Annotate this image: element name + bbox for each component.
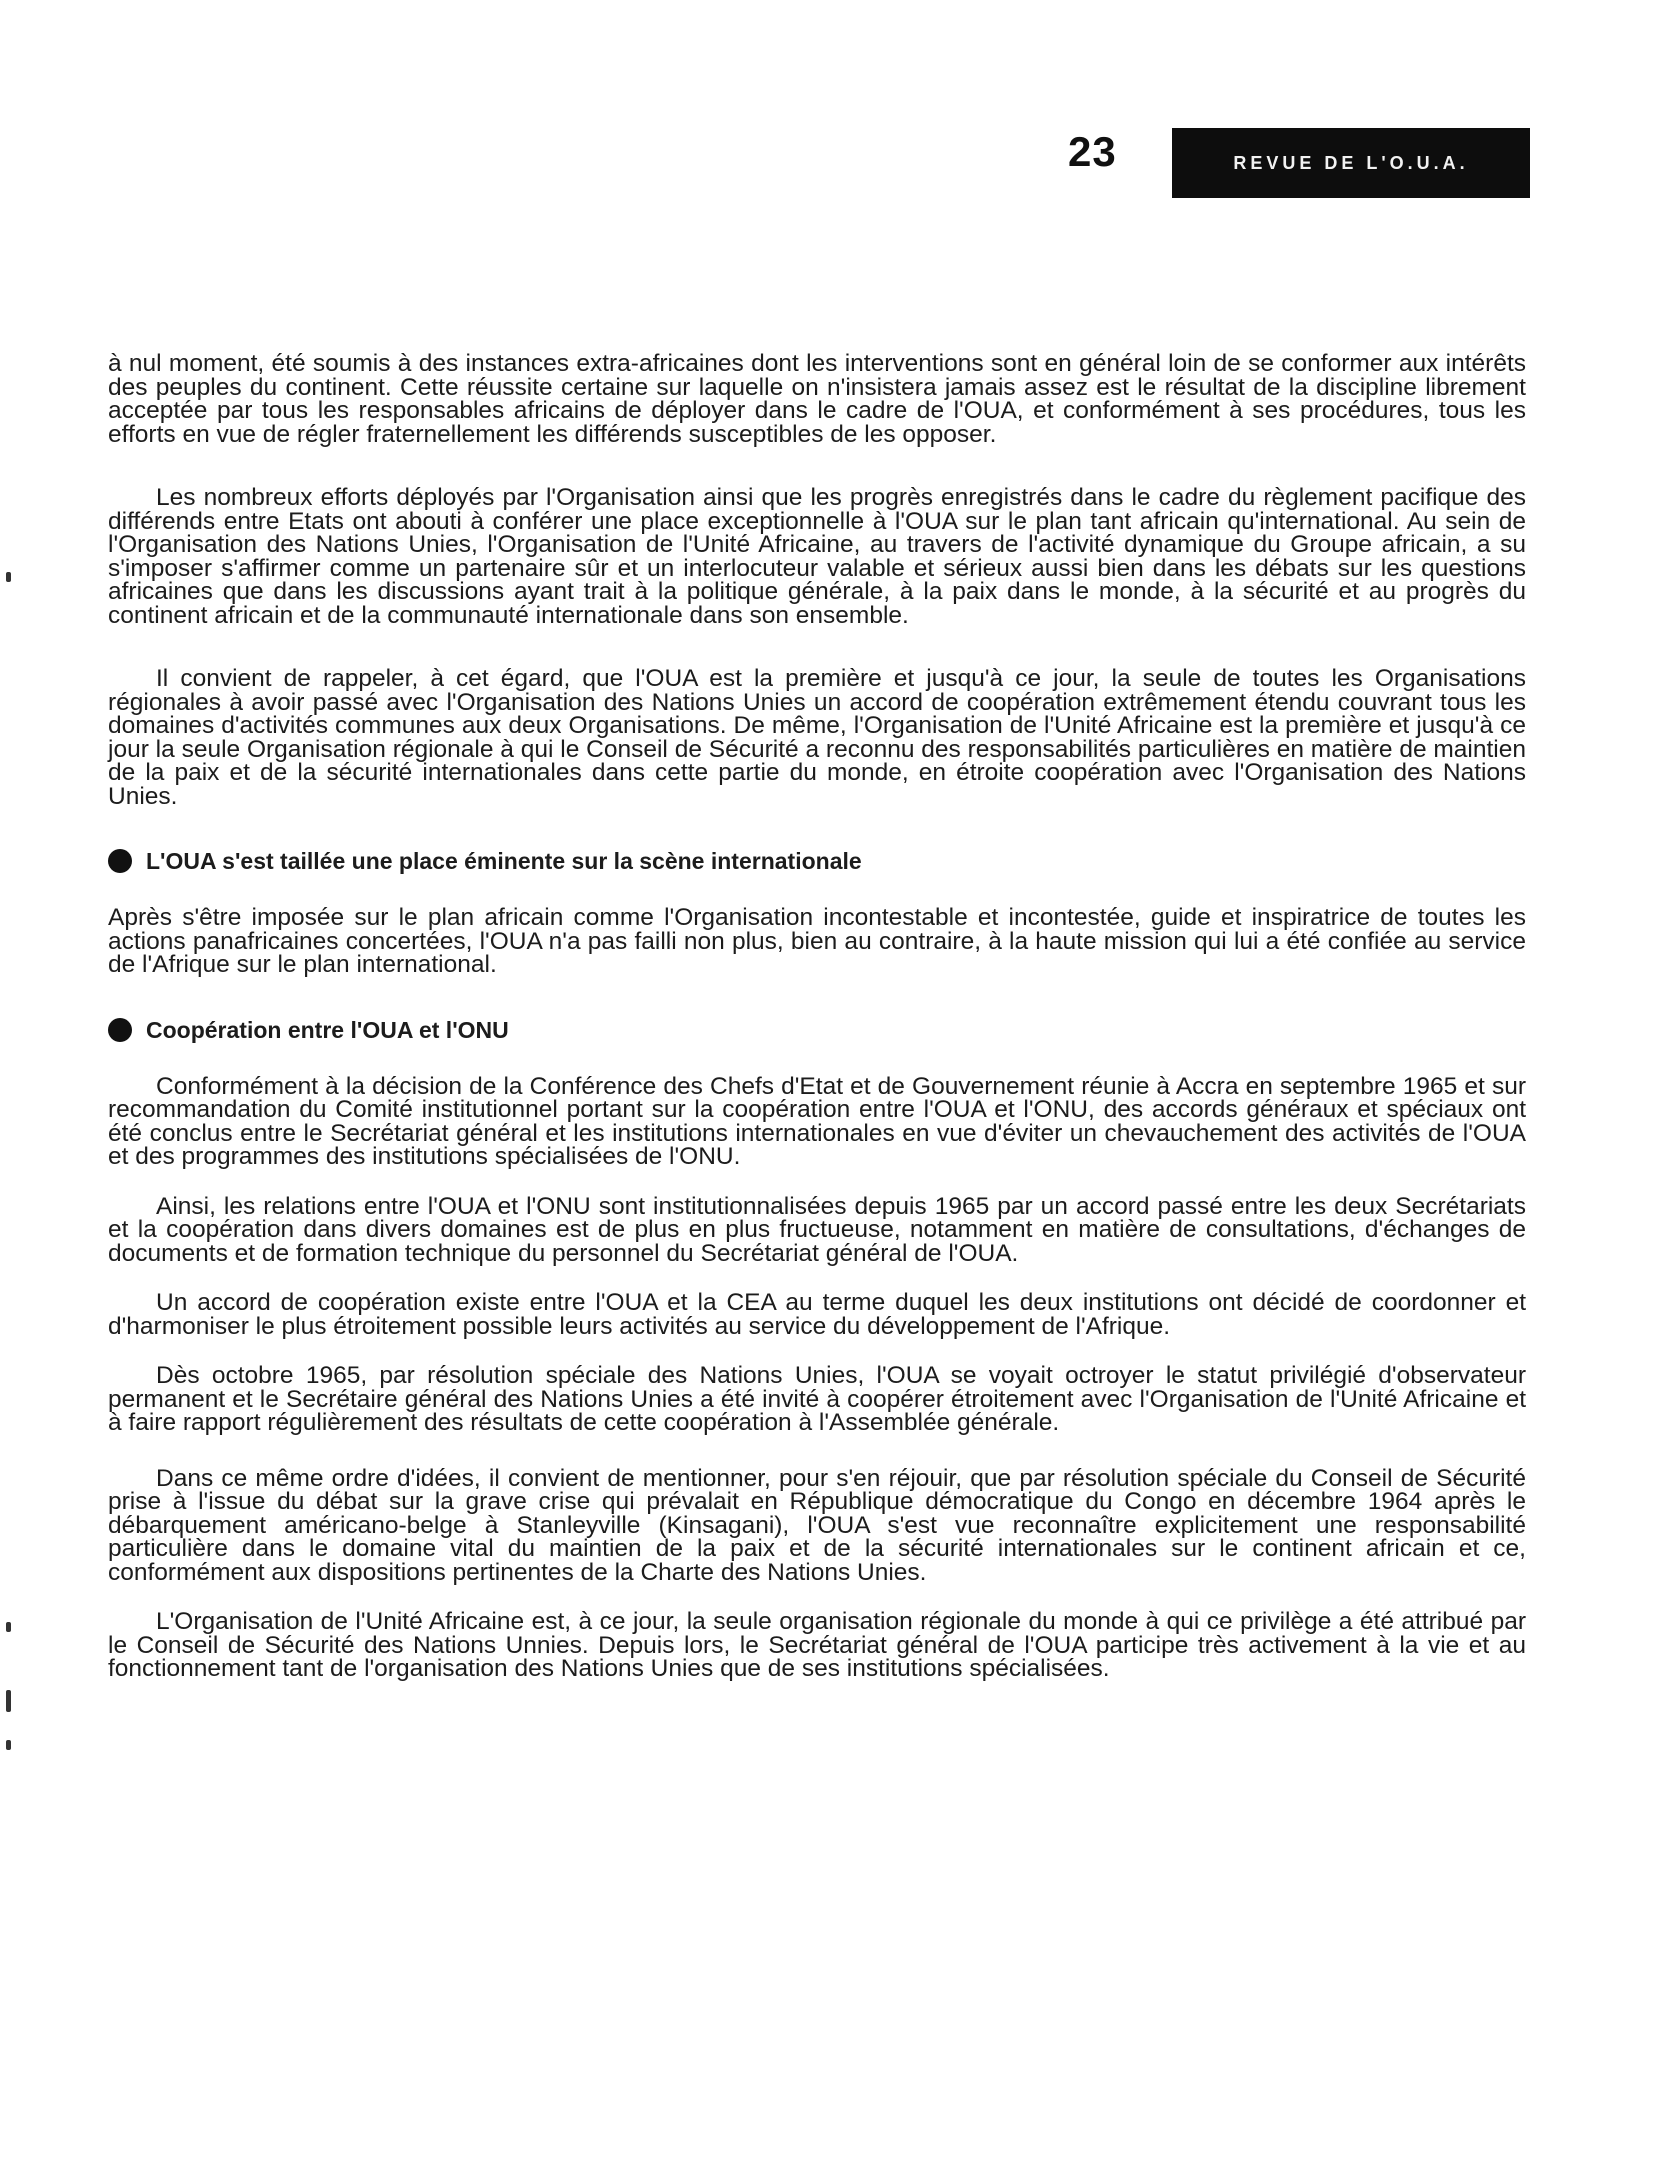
paragraph: Conformément à la décision de la Conférence des Chefs d'Etat et de Gouvernement réunie à Accra en septembre 1965 et sur recommandation du Comité institutionnel portant sur la coopération entre l'OUA et l'ONU, des accords généraux et spéciaux ont été conclus entre le Secrétariat général et les institutions internationales en vue d'éviter un chevauchement des activités de l'OUA et des programmes des institutions spécialisées de l'ONU. bbox=[108, 1072, 1526, 1170]
bullet-icon bbox=[108, 849, 132, 873]
paragraph: L'Organisation de l'Unité Africaine est, à ce jour, la seule organisation régionale du monde à qui ce privilège a été attribué par le Conseil de Sécurité des Nations Unnies. Depuis lors, le Secrétariat général de l'OUA participe très activement à la vie et au fonctionnement tant de l'organisation des Nations Unies que de ses institutions spécialisées. bbox=[108, 1608, 1526, 1682]
publication-header-band bbox=[1172, 128, 1530, 198]
article-body bbox=[108, 352, 1526, 1681]
paragraph: Dès octobre 1965, par résolution spéciale des Nations Unies, l'OUA se voyait octroyer le statut privilégié d'observateur permanent et le Secrétaire général des Nations Unies a été invité à coopérer étroitement avec l'Organisation de l'Unité Africaine et à faire rapport régulièrement des résultats de cette coopération à l'Assemblée générale. bbox=[108, 1362, 1526, 1436]
paragraph: Il convient de rappeler, à cet égard, que l'OUA est la première et jusqu'à ce jour, la seule de toutes les Organisations régionales à avoir passé avec l'Organisation des Nations Unies un accord de coopération extrêmement étendu couvrant tous les domaines d'activités communes aux deux Organisations. De même, l'Organisation de l'Unité Africaine est la première et jusqu'à ce jour la seule Organisation régionale à qui le Conseil de Sécurité a reconnu des responsabilités particulières en matière de maintien de la paix et de la sécurité internationales dans cette partie du monde, en étroite coopération avec l'Organisation des Nations Unies. bbox=[108, 665, 1526, 810]
section-heading bbox=[108, 848, 1526, 874]
section-heading-text: Coopération entre l'OUA et l'ONU bbox=[146, 1016, 509, 1043]
scan-mark bbox=[6, 572, 11, 582]
page-number: 23 bbox=[1068, 128, 1117, 175]
paragraph: Après s'être imposée sur le plan africain comme l'Organisation incontestable et incontestée, guide et inspiratrice de toutes les actions panafricaines concertées, l'OUA n'a pas failli non plus, bien au contraire, à la haute mission qui lui a été confiée au service de l'Afrique sur le plan international. bbox=[108, 904, 1526, 978]
scan-mark bbox=[6, 1690, 11, 1712]
paragraph: Un accord de coopération existe entre l'OUA et la CEA au terme duquel les deux institutions ont décidé de coordonner et d'harmoniser le plus étroitement possible leurs activités au service du développement de l'Afrique. bbox=[108, 1289, 1526, 1340]
section-heading-text: L'OUA s'est taillée une place éminente sur la scène internationale bbox=[146, 848, 862, 874]
paragraph: Dans ce même ordre d'idées, il convient de mentionner, pour s'en réjouir, que par résolution spéciale du Conseil de Sécurité prise à l'issue du débat sur la grave crise qui prévalait en République démocratique du Congo en décembre 1964 après le débarquement américano-belge à Stanleyville (Kinsagani), l'OUA s'est vue reconnaître explicitement une responsabilité particulière dans le domaine vital du maintien de la paix et de la sécurité internationales sur le continent africain et ce, conformément aux dispositions pertinentes de la Charte des Nations Unies. bbox=[108, 1464, 1526, 1586]
section-heading bbox=[108, 1017, 1526, 1043]
paragraph: Ainsi, les relations entre l'OUA et l'ONU sont institutionnalisées depuis 1965 par un accord passé entre les deux Secrétariats et la coopération dans divers domaines est de plus en plus fructueuse, notamment en matière de consultations, d'échanges de documents et de formation technique du personnel du Secrétariat général de l'OUA. bbox=[108, 1192, 1526, 1267]
paragraph: à nul moment, été soumis à des instances extra-africaines dont les interventions sont en général loin de se conformer aux intérêts des peuples du continent. Cette réussite certaine sur laquelle on n'insistera jamais assez est le résultat de la discipline librement acceptée par tous les responsables africains de déployer dans le cadre de l'OUA, et conformément à ses procédures, tous les efforts en vue de régler fraternellement les différends susceptibles de les opposer. bbox=[108, 350, 1526, 448]
scan-mark bbox=[6, 1622, 11, 1632]
paragraph: Les nombreux efforts déployés par l'Organisation ainsi que les progrès enregistrés dans le cadre du règlement pacifique des différends entre Etats ont abouti à conférer une place exceptionnelle à l'OUA sur le plan tant africain qu'international. Au sein de l'Organisation des Nations Unies, l'Organisation de l'Unité Africaine, au travers de l'activité dynamique du Groupe africain, a su s'imposer s'affirmer comme un partenaire sûr et un interlocuteur valable et sérieux aussi bien dans les débats sur les questions africaines que dans les discussions ayant trait à la politique générale, à la paix dans le monde, à la sécurité et au progrès du continent africain et de la communauté internationale dans son ensemble. bbox=[108, 484, 1526, 629]
publication-title: REVUE DE L'O.U.A. bbox=[1233, 152, 1469, 173]
scan-mark bbox=[6, 1740, 11, 1750]
bullet-icon bbox=[108, 1018, 132, 1042]
